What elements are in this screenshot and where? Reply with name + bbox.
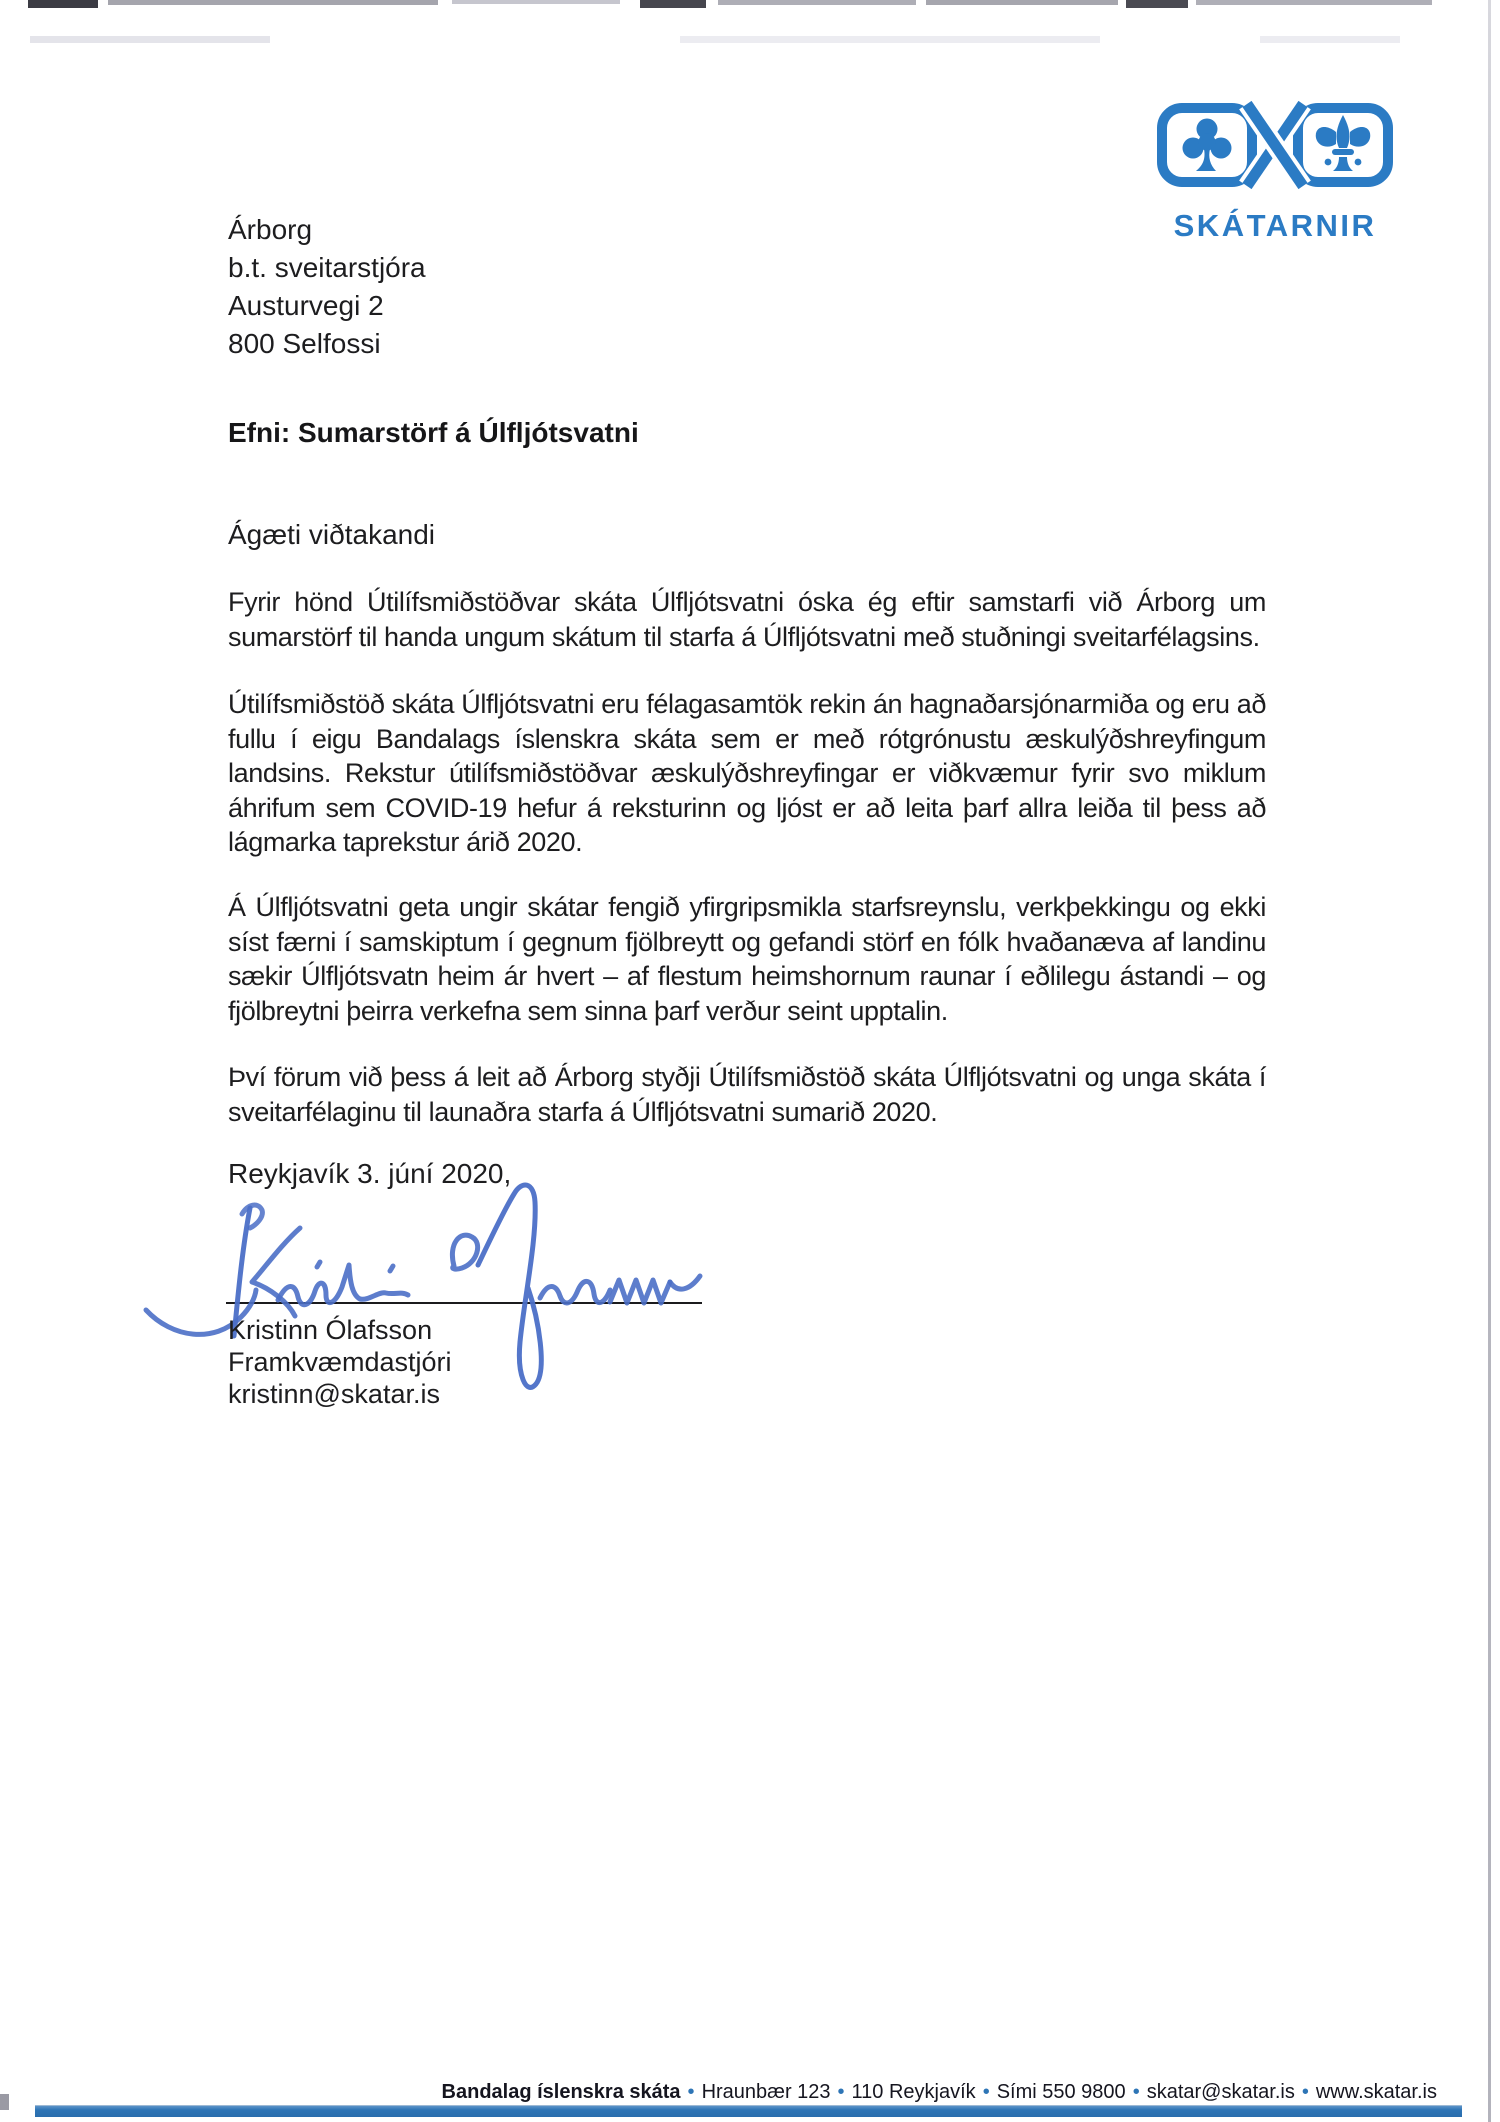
scan-edge-line <box>1488 0 1491 2122</box>
subject-line: Efni: Sumarstörf á Úlfljótsvatni <box>228 417 639 448</box>
signatory-block <box>228 1314 1266 1410</box>
greeting: Ágæti viðtakandi <box>228 519 436 550</box>
recipient-line: 800 Selfossi <box>228 328 381 359</box>
footer-phone: Sími 550 9800 <box>996 2081 1126 2103</box>
logo-wordmark: SKÁTARNIR <box>1173 208 1377 243</box>
footer-bullet: • <box>837 2081 845 2103</box>
signatory-title: Framkvæmdastjóri <box>228 1347 452 1377</box>
scan-noise-top <box>640 0 706 8</box>
footer-bullet: • <box>1301 2081 1309 2103</box>
footer-email: skatar@skatar.is <box>1146 2081 1295 2103</box>
footer-contact-line <box>0 2081 1437 2104</box>
footer-address: Hraunbær 123 <box>701 2081 831 2103</box>
footer-org-name: Bandalag íslenskra skáta <box>441 2081 681 2103</box>
body-paragraph: Útilífsmiðstöð skáta Úlfljótsvatni eru félagasamtök rekin án hagnaðarsjónarmiða og eru að fullu í eigu Bandalags íslenskra skáta sem er með rótgrónustu æskulýðshreyfingum landsins. Rekstur útilífsmiðstöðvar æskulýðshreyfingar er viðkvæmur fyrir svo miklum áhrifum sem COVID-19 hefur á reksturinn og ljóst er að leita þarf allra leiða til þess að lágmarka taprekstur árið 2020. <box>228 689 1266 857</box>
scan-noise-top <box>108 0 438 5</box>
scan-noise-top <box>926 0 1118 5</box>
footer-city: 110 Reykjavík <box>851 2081 976 2103</box>
scan-noise-top <box>452 0 620 4</box>
scan-noise-top <box>28 0 98 8</box>
body-paragraph: Því förum við þess á leit að Árborg styðji Útilífsmiðstöð skáta Úlfljótsvatni og unga skáta í sveitarfélaginu til launaðra starfa á Úlfljótsvatni sumarið 2020. <box>228 1062 1266 1127</box>
fleur-de-lis-icon <box>1316 115 1370 171</box>
scan-noise-top <box>1196 0 1432 5</box>
body-paragraph: Fyrir hönd Útilífsmiðstöðvar skáta Úlfljótsvatni óska ég eftir samstarfi við Árborg um sumarstörf til handa ungum skátum til starfa á Úlfljótsvatni með stuðningi sveitarfélagsins. <box>228 587 1266 652</box>
scan-noise-top <box>1126 0 1188 8</box>
footer-website: www.skatar.is <box>1315 2081 1437 2103</box>
recipient-line: Árborg <box>228 214 313 245</box>
shamrock-icon <box>1183 119 1232 172</box>
recipient-line: b.t. sveitarstjóra <box>228 252 426 283</box>
footer-bullet: • <box>1132 2081 1140 2103</box>
scan-noise-speck-row <box>30 36 270 43</box>
date-line: Reykjavík 3. júní 2020, <box>228 1158 512 1189</box>
scan-noise-speck-row <box>680 36 1100 43</box>
body-paragraph: Á Úlfljótsvatni geta ungir skátar fengið yfirgripsmikla starfsreynslu, verkþekkingu og ekki síst færni í samskiptum í gegnum fjölbreytt og gefandi störf en fólk hvaðanæva af landinu sækir Úlfljótsvatn heim ár hvert – af flestum heimshornum raunar í eðlilegu ástandi – og fjölbreytni þeirra verkefna sem sinna þarf verður seint upptalin. <box>228 892 1266 1026</box>
scan-noise-top <box>718 0 916 5</box>
scan-noise-speck-row <box>1260 36 1400 43</box>
footer-bullet: • <box>687 2081 695 2103</box>
signatory-name: Kristinn Ólafsson <box>228 1315 433 1345</box>
footer-bullet: • <box>982 2081 990 2103</box>
recipient-line: Austurvegi 2 <box>228 290 384 321</box>
recipient-address <box>228 211 1266 363</box>
footer-accent-bar <box>35 2105 1462 2117</box>
signatory-email: kristinn@skatar.is <box>228 1379 440 1409</box>
skatarnir-logo-icon <box>1156 98 1394 194</box>
